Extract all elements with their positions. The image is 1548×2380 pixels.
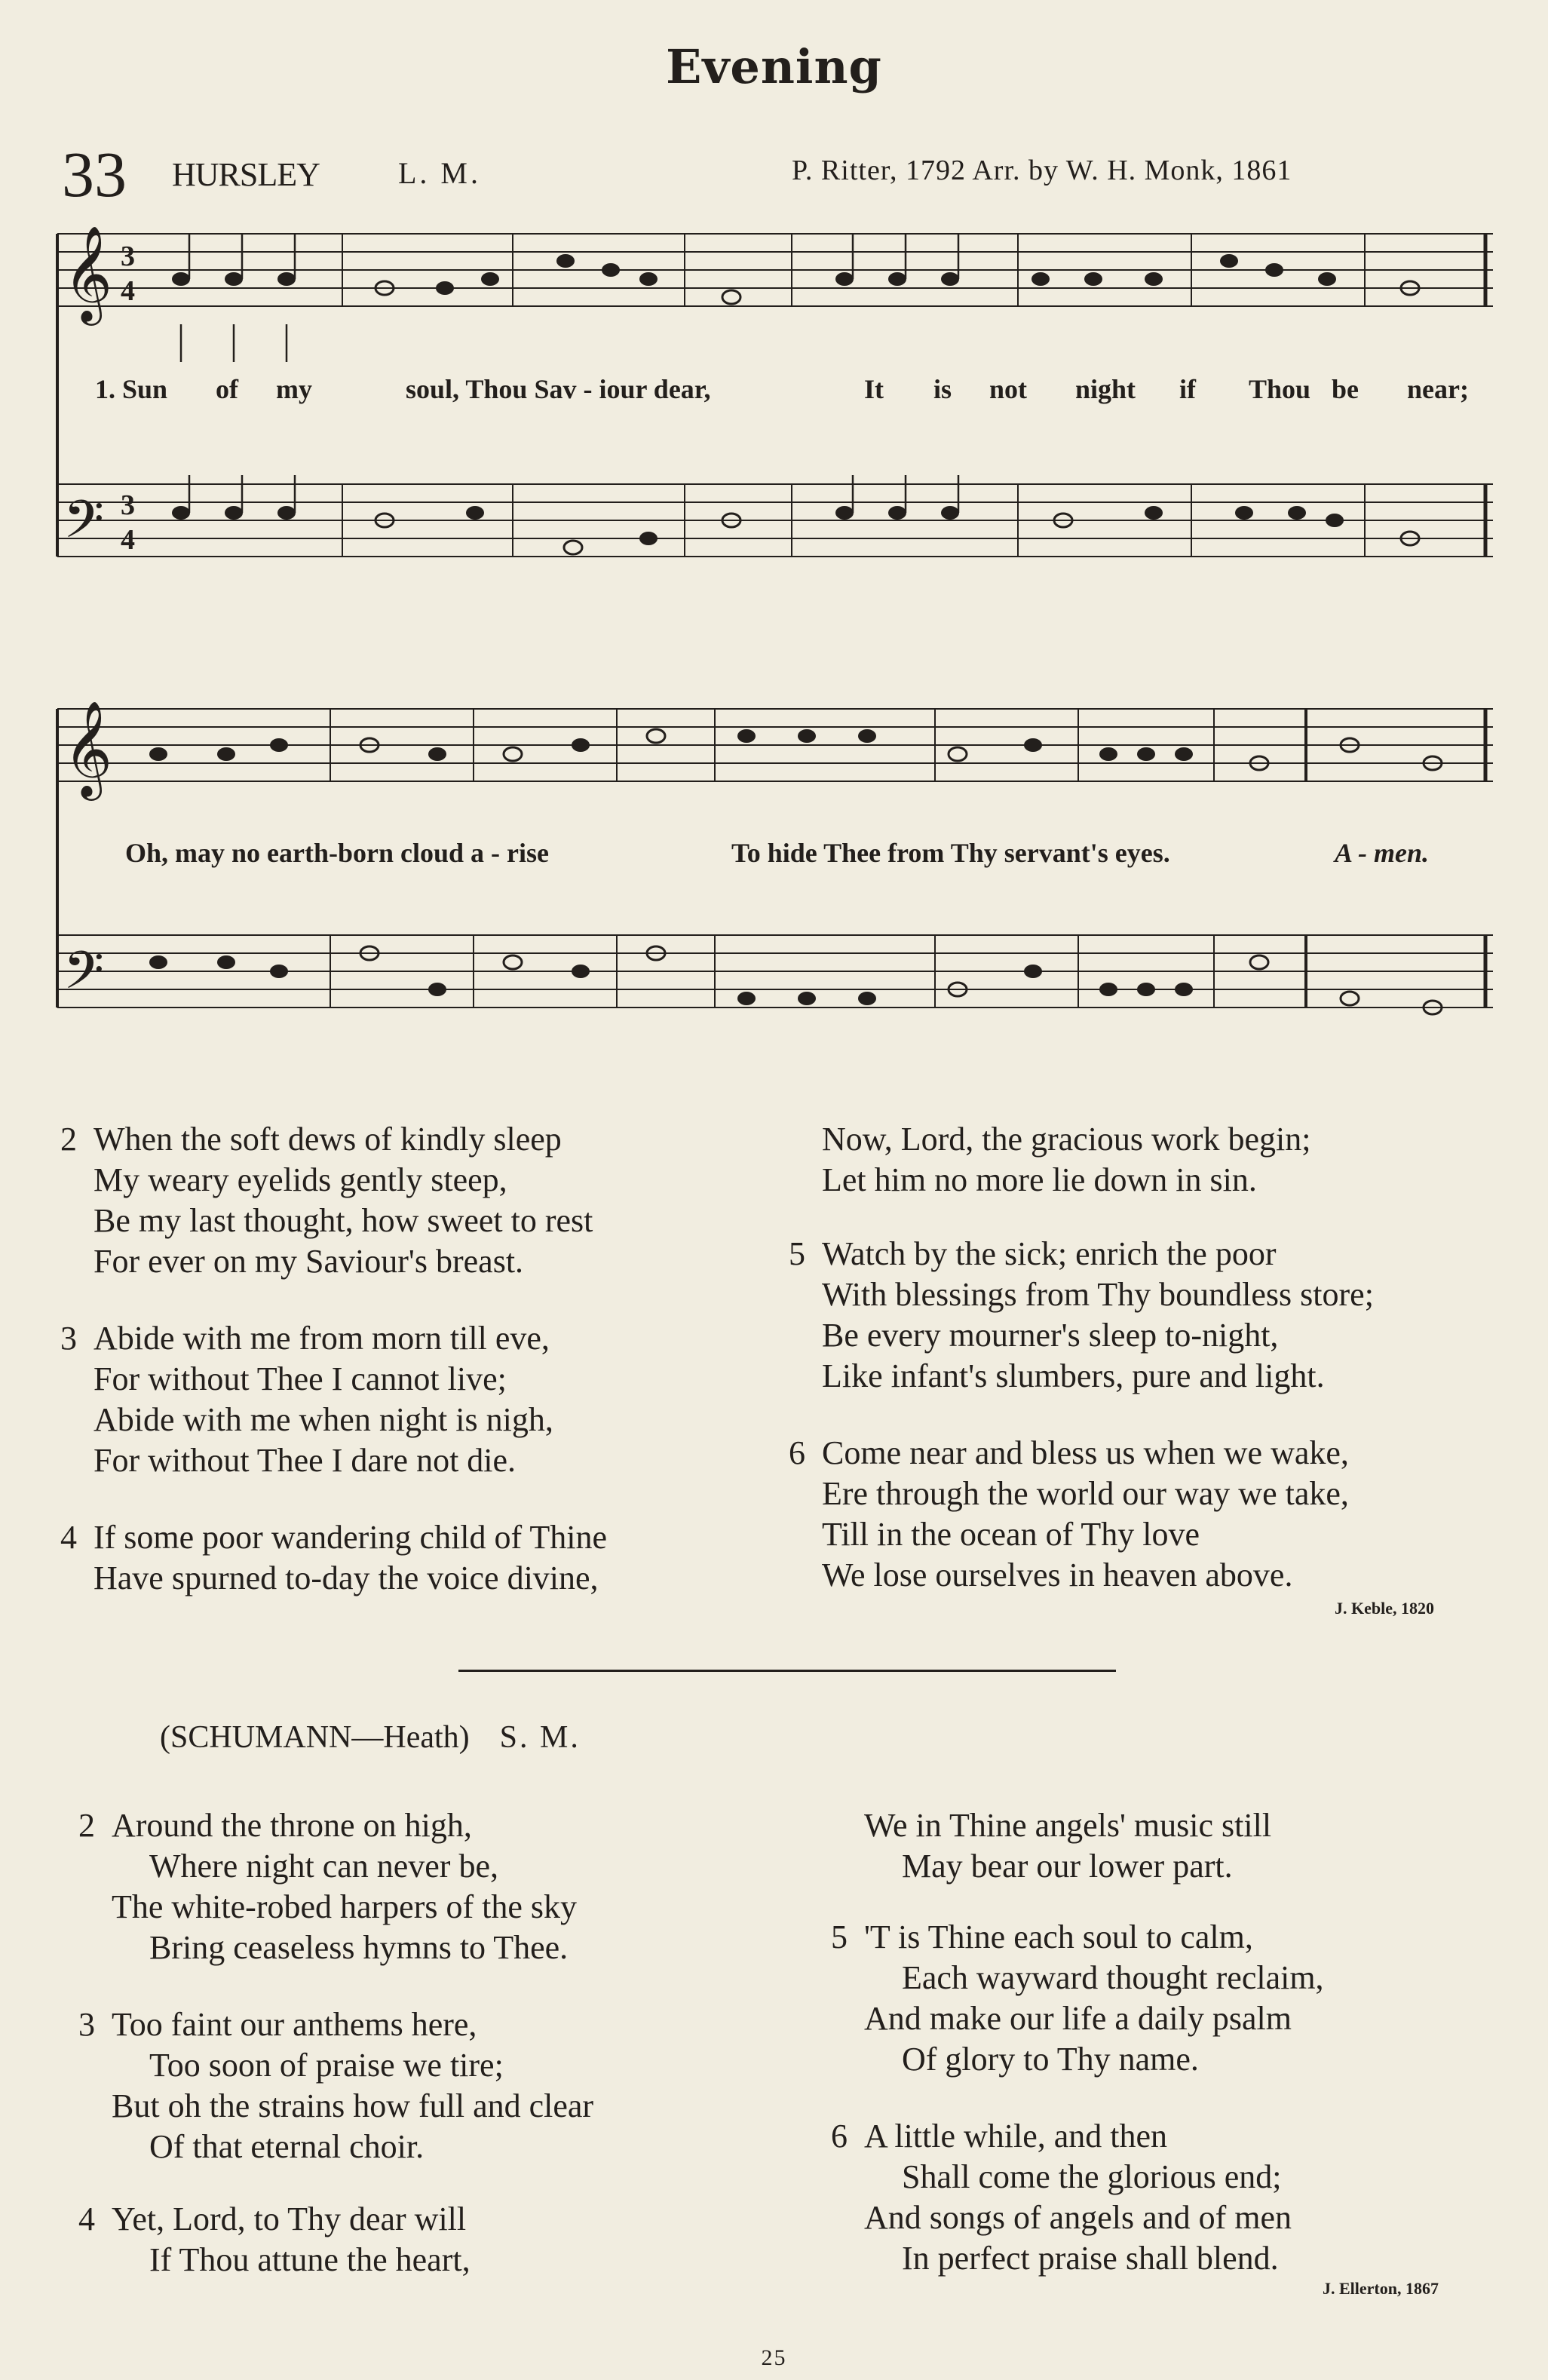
svg-text:3: 3: [121, 489, 135, 521]
page-number: 25: [761, 2345, 787, 2370]
svg-text:𝄞: 𝄞: [63, 225, 113, 321]
section-divider: [458, 1670, 1116, 1672]
svg-text:4: 4: [121, 275, 135, 307]
schumann-verse-6: 6 A little while, and then Shall come the glorious end; And songs of angels and of men In perfect praise shall blend.: [831, 2118, 1292, 2277]
hymn-meter: L. M.: [398, 156, 481, 190]
svg-text:𝄢: 𝄢: [63, 940, 105, 1014]
schumann-verse-4-continued: We in Thine angels' music still May bear our lower part.: [864, 1807, 1272, 1885]
music-system-1: 𝄞 𝄢 3 4 3 4 1. Sun of my soul, Thou Sav - iour dear, It is not night if Thou be near;: [53, 219, 1497, 596]
verse-2: 2 When the soft dews of kindly sleep My weary eyelids gently steep, Be my last thought, how sweet to rest For ever on my Saviour's breast.: [60, 1121, 593, 1280]
verse-3: 3 Abide with me from morn till eve, For without Thee I cannot live; Abide with me when night is nigh, For without Thee I dare not die.: [60, 1320, 553, 1479]
verse-4: 4 If some poor wandering child of Thine Have spurned to-day the voice divine,: [60, 1519, 608, 1596]
schumann-verse-2: 2 Around the throne on high, Where night can never be, The white-robed harpers of the sky Bring ceaseless hymns to Thee.: [78, 1807, 578, 1966]
author-credit-keble: J. Keble, 1820: [1335, 1599, 1434, 1618]
schumann-verse-3: 3 Too faint our anthems here, Too soon of praise we tire; But oh the strains how full and clear Of that eternal choir.: [78, 2006, 594, 2165]
schumann-meter: S. M.: [499, 1720, 581, 1755]
schumann-verse-4: 4 Yet, Lord, to Thy dear will If Thou attune the heart,: [78, 2201, 471, 2278]
music-system-2: 𝄞 𝄢 Oh, may no earth-born cloud a - rise To hide Thee from Thy servant's eyes. A - men.: [53, 679, 1497, 1056]
verse-4-continued: Now, Lord, the gracious work begin; Let him no more lie down in sin.: [822, 1121, 1311, 1198]
verse-6: 6 Come near and bless us when we wake, Ere through the world our way we take, Till in the ocean of Thy love We lose ourselves in heaven above.: [789, 1434, 1349, 1593]
music-notation-1: [53, 219, 1497, 596]
composer-credit: P. Ritter, 1792 Arr. by W. H. Monk, 1861: [792, 155, 1292, 186]
section-title: Evening: [666, 39, 882, 94]
verse-5: 5 Watch by the sick; enrich the poor With blessings from Thy boundless store; Be every mourner's sleep to-night, Like infant's slumbers, pure and light.: [789, 1235, 1374, 1394]
svg-text:𝄢: 𝄢: [63, 489, 105, 563]
svg-text:3: 3: [121, 241, 135, 272]
author-credit-ellerton: J. Ellerton, 1867: [1323, 2279, 1439, 2298]
svg-text:𝄞: 𝄞: [63, 700, 113, 796]
schumann-title: (SCHUMANN—Heath): [160, 1720, 470, 1755]
hymn-number: 33: [62, 138, 127, 210]
schumann-verse-5: 5 'T is Thine each soul to calm, Each wayward thought reclaim, And make our life a daily psalm Of glory to Thy name.: [831, 1918, 1324, 2078]
schumann-heading: [160, 1719, 581, 1756]
tune-name: HURSLEY: [172, 156, 320, 193]
svg-text:4: 4: [121, 524, 135, 556]
